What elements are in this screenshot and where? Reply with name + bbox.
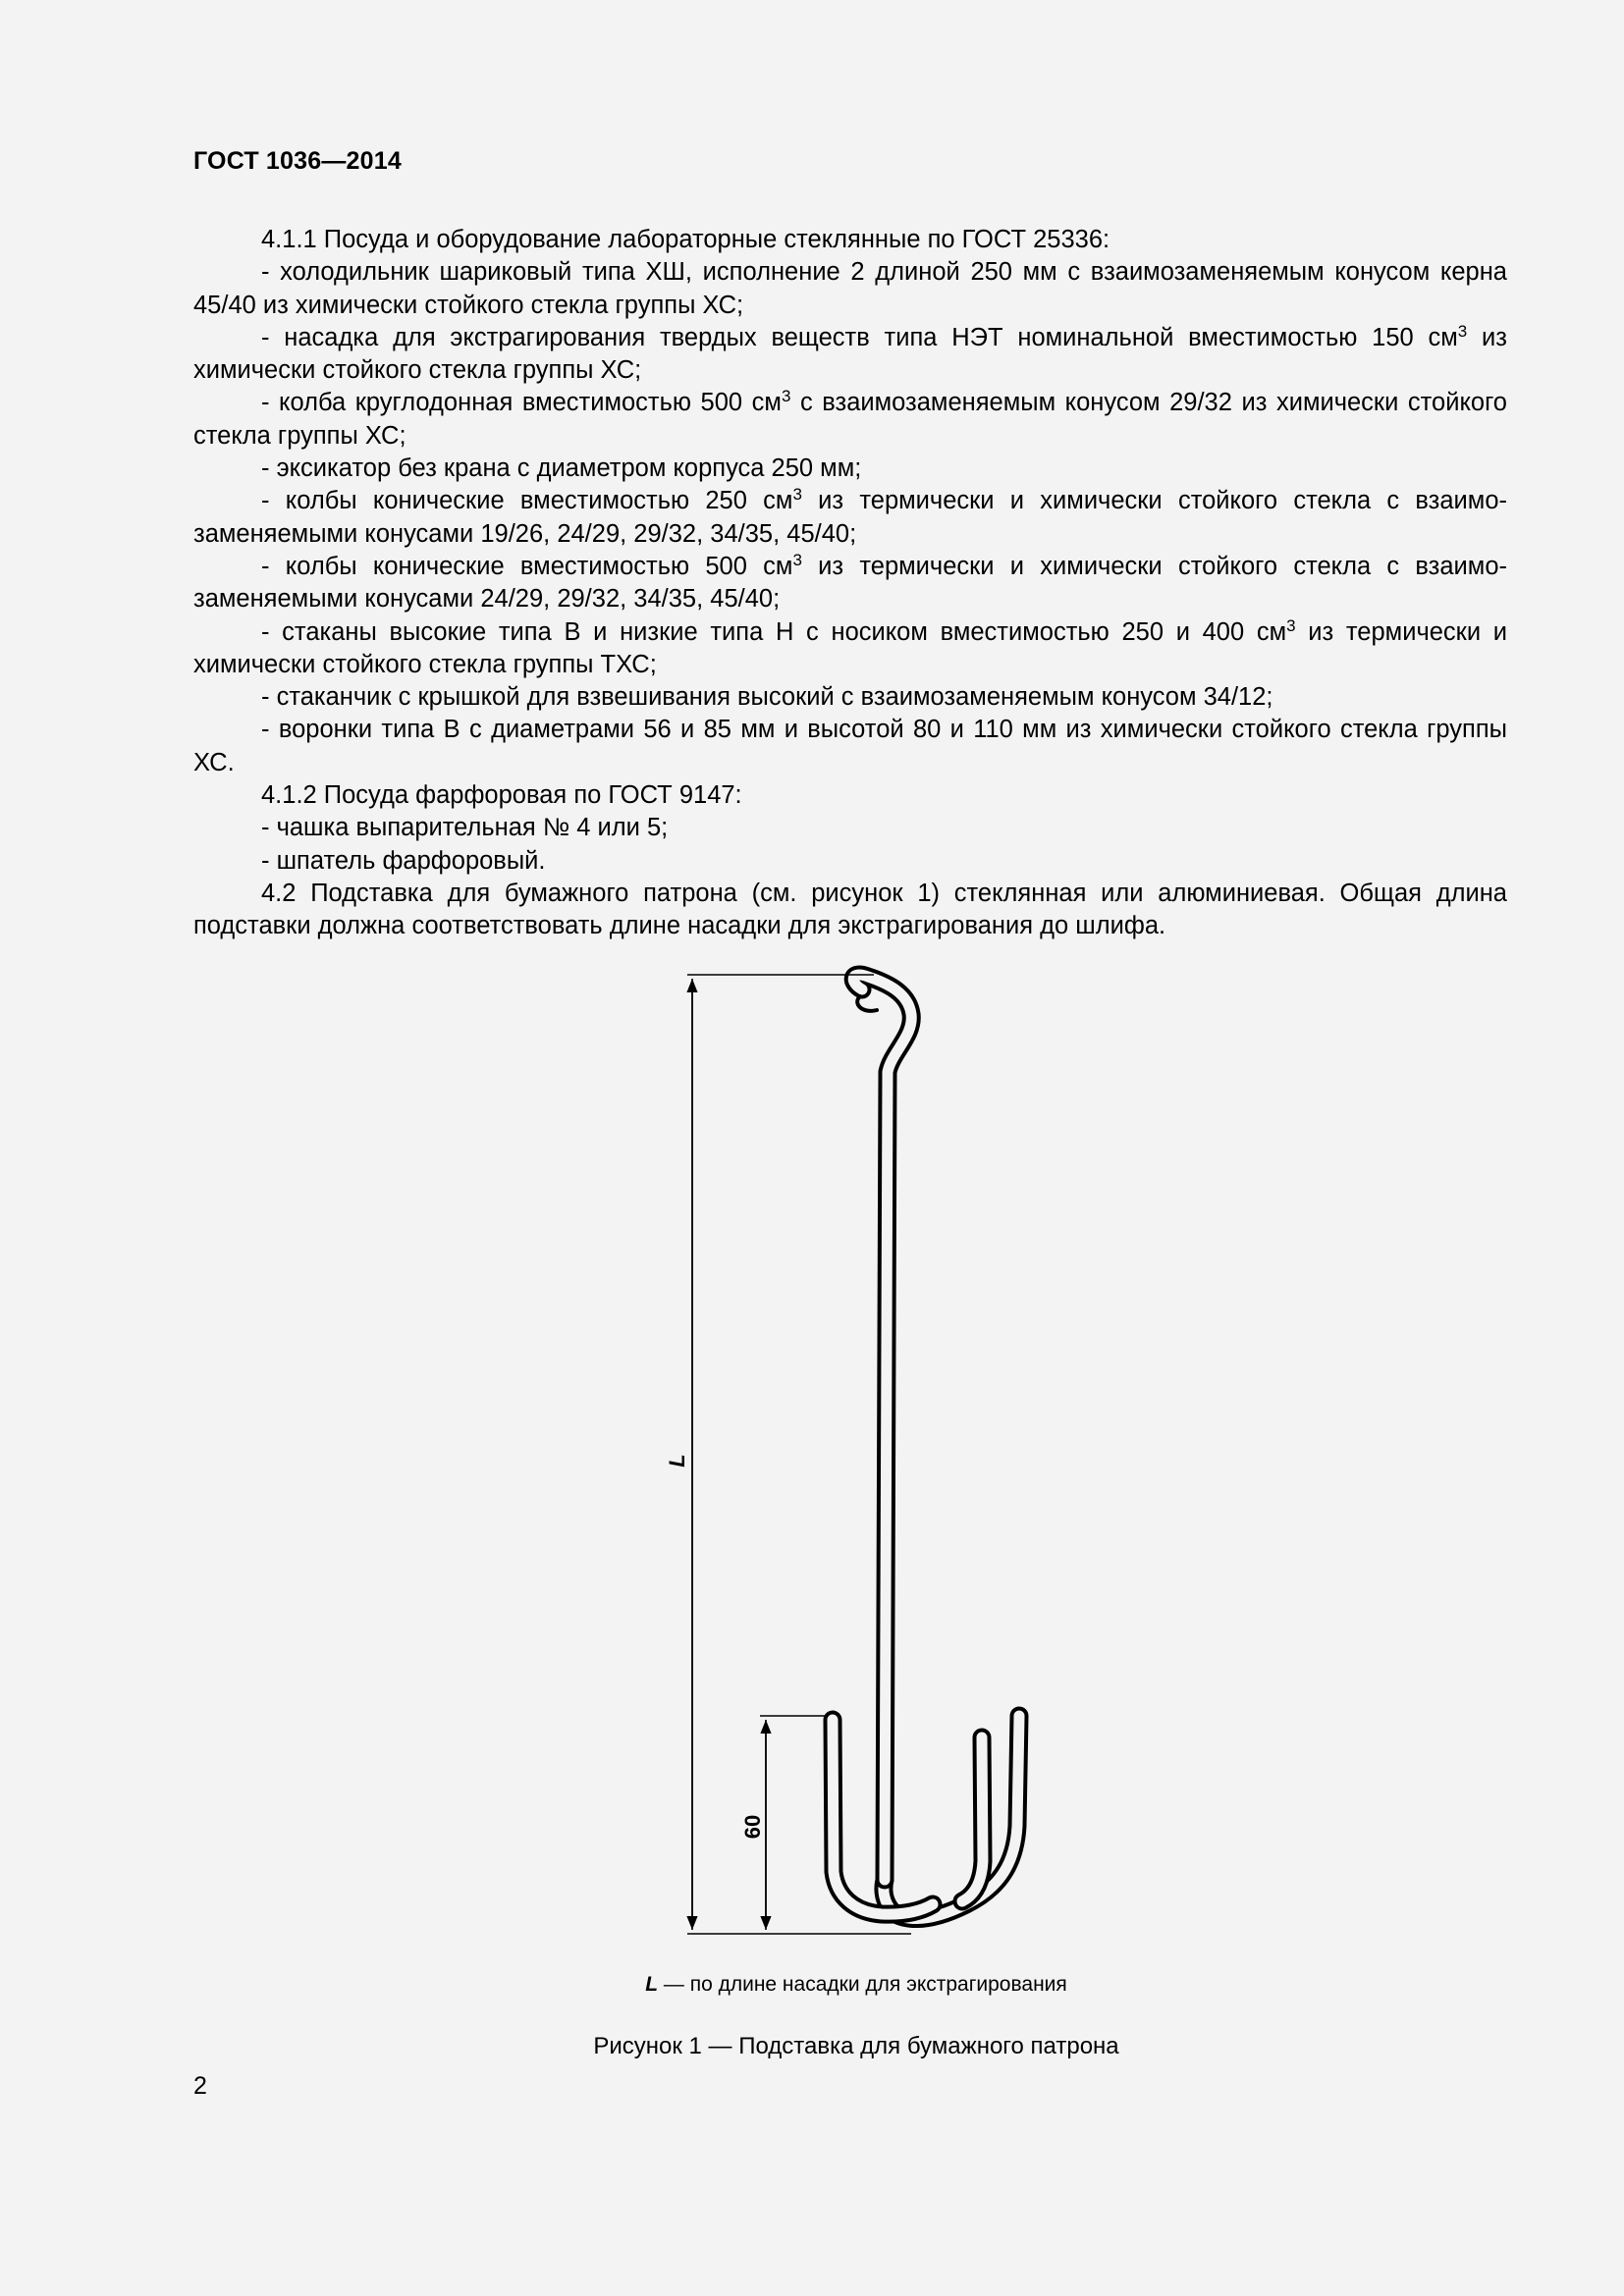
- dimension-L: [687, 975, 911, 1934]
- list-item-conical-flask-500: - колбы конические вместимостью 500 $см^3$ из термически и химически стойкого стекла с взаимо-заменяемыми конусами 24/29, 29/32, 34/35, 45/40;: [193, 550, 1507, 614]
- list-item-condenser: - холодильник шариковый типа ХШ, исполнение 2 длиной 250 мм с взаимозаменяемым конусом керна 45/40 из химически стойкого стекла группы ХС;: [193, 258, 1507, 319]
- list-item-funnels: - воронки типа В с диаметрами 56 и 85 мм и высотой 80 и 110 мм из химически стойкого стекла группы ХС.: [193, 716, 1507, 776]
- paragraph-4-1-1: 4.1.1 Посуда и оборудование лабораторные стеклянные по ГОСТ 25336:: [261, 226, 1110, 253]
- paragraph-4-2: 4.2 Подставка для бумажного патрона (см. рисунок 1) стеклянная или алюминиевая. Общая длина подставки должна соответствовать длине насадки для экстрагирования до шлифа.: [193, 879, 1507, 940]
- list-item-round-flask: - колба круглодонная вместимостью 500 $см^3$ с взаимозаменяемым конусом 29/32 из химически стойкого стекла группы ХС;: [193, 387, 1507, 450]
- list-item-extraction-attachment: - насадка для экстрагирования твердых веществ типа НЭТ номинальной вместимостью 150 $см^3$ из химически стойкого стекла группы ХС;: [193, 321, 1507, 385]
- list-item-spatula: - шпатель фарфоровый.: [261, 846, 546, 875]
- figure-legend: [0, 1973, 1624, 1997]
- dimension-L-label: L: [665, 1454, 689, 1468]
- legend-text: — по длине насадки для экстрагирования: [658, 1973, 1067, 1996]
- legend-symbol: L: [645, 1973, 659, 1996]
- list-item-weighing-bottle: - стаканчик с крышкой для взвешивания высокий с взаимозаменяемым конусом 34/12;: [261, 683, 1273, 712]
- dimension-60: [760, 1716, 827, 1930]
- list-item-evaporating-dish: - чашка выпарительная № 4 или 5;: [261, 814, 669, 842]
- stand-rod: [833, 975, 1019, 1919]
- list-item-beakers: - стаканы высокие типа В и низкие типа Н с носиком вместимостью 250 и 400 $см^3$ из термически и химически стойкого стекла группы ТХС;: [193, 615, 1507, 678]
- list-item-conical-flask-250: - колбы конические вместимостью 250 $см^3$ из термически и химически стойкого стекла с взаимо-заменяемыми конусами 19/26, 24/29, 29/32, 34/35, 45/40;: [193, 485, 1507, 548]
- figure-caption: Рисунок 1 — Подставка для бумажного патрона: [593, 2033, 1119, 2059]
- document-standard-number: ГОСТ 1036—2014: [193, 147, 402, 175]
- body-text: [193, 224, 1507, 943]
- page-number: 2: [193, 2072, 207, 2100]
- list-item-desiccator: - эксикатор без крана с диаметром корпуса 250 мм;: [261, 454, 862, 483]
- paragraph-4-1-2: 4.1.2 Посуда фарфоровая по ГОСТ 9147:: [261, 781, 742, 810]
- dimension-60-label: 60: [740, 1814, 765, 1840]
